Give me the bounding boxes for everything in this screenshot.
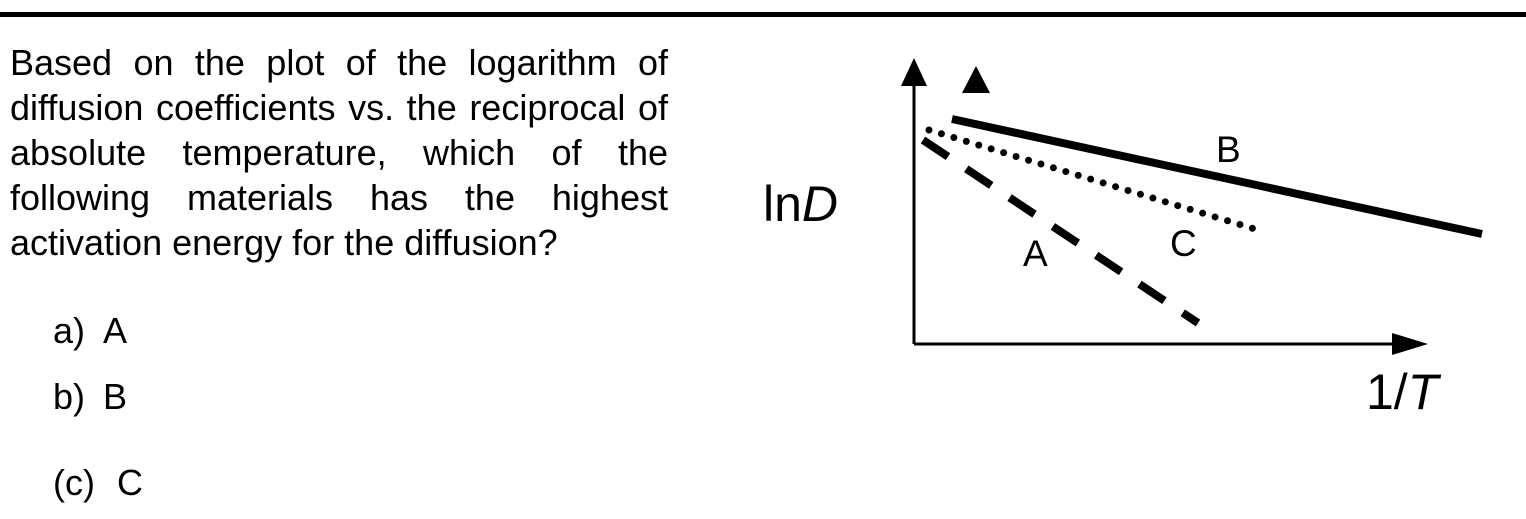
y-axis-arrowhead bbox=[901, 58, 927, 86]
option-marker: (c) bbox=[53, 462, 95, 503]
option-label: C bbox=[116, 462, 143, 503]
option-marker: b) bbox=[53, 376, 86, 417]
x-axis-label-variable: T bbox=[1407, 364, 1439, 420]
x-axis-label-prefix: 1/ bbox=[1366, 364, 1408, 420]
triangle-marker bbox=[962, 66, 990, 93]
question-text: Based on the plot of the logarithm of diffusion coefficients vs. the reciprocal of absolute temperature, which of the following materials has the highest activation energy for the diffusion? bbox=[10, 42, 668, 263]
series-c-label: C bbox=[1170, 223, 1197, 264]
x-axis-arrowhead bbox=[1392, 333, 1428, 355]
y-axis-label bbox=[763, 174, 838, 234]
option-label: B bbox=[103, 376, 128, 417]
x-axis-label bbox=[1366, 362, 1438, 422]
option-label: A bbox=[103, 310, 128, 351]
y-axis-label-variable: D bbox=[801, 176, 839, 232]
option-marker: a) bbox=[53, 310, 86, 351]
series-a-label: A bbox=[1023, 233, 1048, 274]
y-axis-label-prefix: ln bbox=[763, 176, 802, 232]
series-b-label: B bbox=[1216, 129, 1241, 170]
